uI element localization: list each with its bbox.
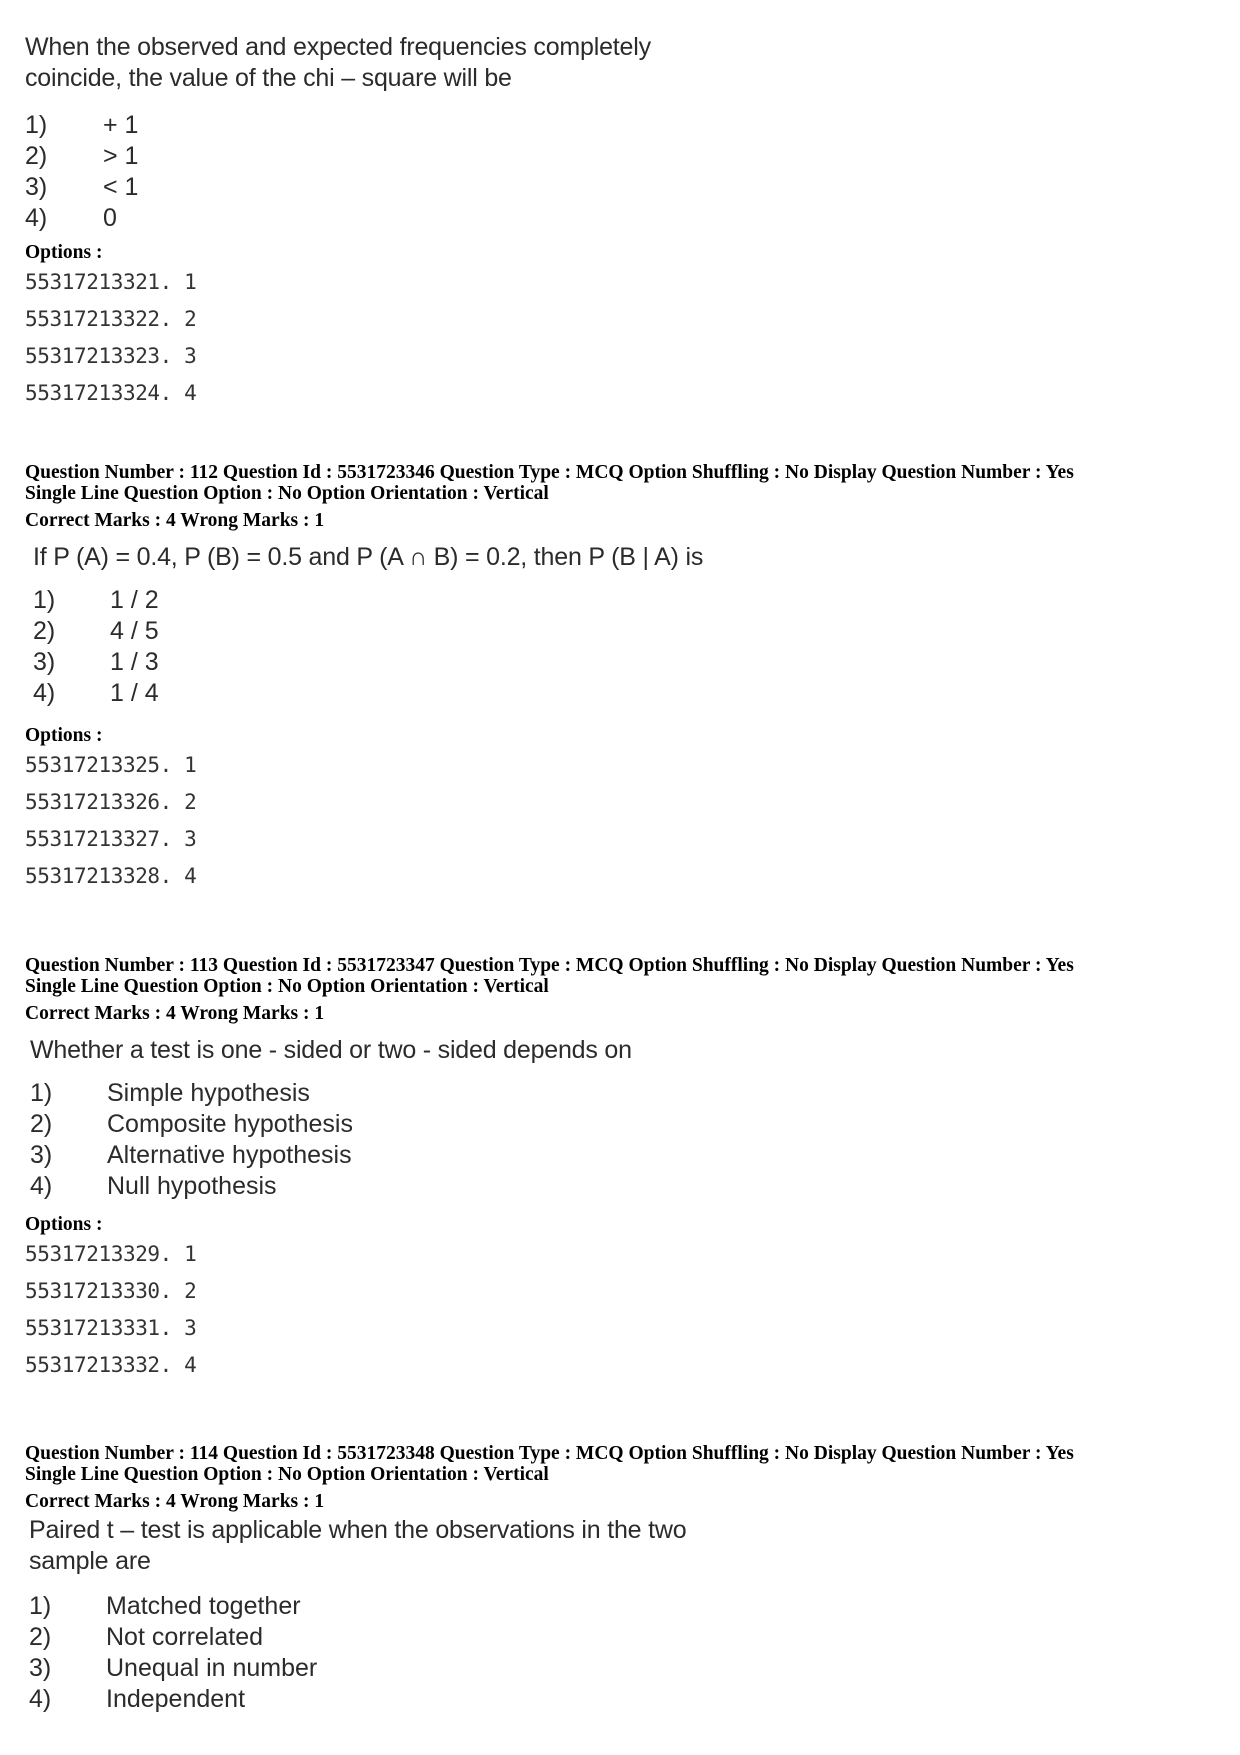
choice-number: 1) bbox=[29, 1592, 52, 1620]
question-text-line: sample are bbox=[29, 1547, 151, 1575]
option-id: 55317213329. 1 bbox=[25, 1242, 197, 1266]
question-meta-line: Single Line Question Option : No Option Orientation : Vertical bbox=[25, 483, 549, 504]
option-id-list bbox=[25, 747, 1225, 895]
choice-item bbox=[29, 1653, 1225, 1684]
choice-text: Alternative hypothesis bbox=[107, 1141, 352, 1169]
question-meta-line: Single Line Question Option : No Option Orientation : Vertical bbox=[25, 976, 549, 997]
choice-text: Null hypothesis bbox=[107, 1172, 277, 1200]
choice-text: > 1 bbox=[103, 142, 139, 170]
choice-list bbox=[25, 1078, 1225, 1202]
choice-text: Not correlated bbox=[106, 1623, 264, 1651]
question-meta bbox=[25, 462, 1225, 504]
choice-number: 2) bbox=[25, 142, 48, 170]
choice-item bbox=[25, 141, 1225, 172]
choice-text: Independent bbox=[106, 1685, 246, 1713]
choice-text: < 1 bbox=[103, 173, 139, 201]
choice-list bbox=[25, 585, 1225, 709]
options-label: Options : bbox=[25, 1214, 103, 1235]
choice-number: 4) bbox=[33, 679, 56, 707]
question-112 bbox=[25, 462, 1225, 895]
choice-item bbox=[30, 1109, 1225, 1140]
options-label: Options : bbox=[25, 242, 103, 263]
option-id: 55317213324. 4 bbox=[25, 381, 197, 405]
choice-text: 1 / 2 bbox=[110, 586, 159, 614]
choice-item bbox=[33, 616, 1225, 647]
option-id: 55317213330. 2 bbox=[25, 1279, 197, 1303]
question-text-line: Paired t – test is applicable when the observations in the two bbox=[29, 1516, 687, 1544]
choice-text: 0 bbox=[103, 204, 117, 232]
question-meta-line: Single Line Question Option : No Option Orientation : Vertical bbox=[25, 1464, 549, 1485]
options-label: Options : bbox=[25, 725, 103, 746]
question-meta-line: Question Number : 112 Question Id : 5531723346 Question Type : MCQ Option Shuffling : No Display Question Number : Yes bbox=[25, 462, 1074, 483]
question-meta bbox=[25, 955, 1225, 997]
choice-text: Unequal in number bbox=[106, 1654, 318, 1682]
question-marks: Correct Marks : 4 Wrong Marks : 1 bbox=[25, 1003, 325, 1024]
choice-item bbox=[33, 585, 1225, 616]
option-id: 55317213327. 3 bbox=[25, 827, 197, 851]
choice-item bbox=[33, 678, 1225, 709]
choice-item bbox=[25, 203, 1225, 234]
option-id: 55317213322. 2 bbox=[25, 307, 197, 331]
choice-text: 1 / 4 bbox=[110, 679, 159, 707]
choice-item bbox=[30, 1171, 1225, 1202]
choice-list bbox=[25, 1591, 1225, 1715]
choice-number: 3) bbox=[25, 173, 48, 201]
question-113 bbox=[25, 955, 1225, 1384]
choice-item bbox=[25, 172, 1225, 203]
choice-number: 1) bbox=[33, 586, 56, 614]
choice-item bbox=[30, 1140, 1225, 1171]
choice-item bbox=[30, 1078, 1225, 1109]
option-id-list bbox=[25, 1236, 1225, 1384]
question-111 bbox=[25, 32, 1225, 412]
choice-number: 2) bbox=[33, 617, 56, 645]
choice-number: 4) bbox=[29, 1685, 52, 1713]
question-meta-line: Question Number : 114 Question Id : 5531723348 Question Type : MCQ Option Shuffling : No Display Question Number : Yes bbox=[25, 1443, 1074, 1464]
option-id: 55317213331. 3 bbox=[25, 1316, 197, 1340]
choice-number: 1) bbox=[25, 111, 48, 139]
choice-number: 3) bbox=[30, 1141, 53, 1169]
question-114 bbox=[25, 1443, 1225, 1715]
choice-item bbox=[29, 1622, 1225, 1653]
question-meta-line: Question Number : 113 Question Id : 5531723347 Question Type : MCQ Option Shuffling : No Display Question Number : Yes bbox=[25, 955, 1074, 976]
choice-number: 2) bbox=[29, 1623, 52, 1651]
question-text: Whether a test is one - sided or two - sided depends on bbox=[30, 1036, 632, 1064]
option-id-list bbox=[25, 264, 1225, 412]
option-id: 55317213326. 2 bbox=[25, 790, 197, 814]
question-text: If P (A) = 0.4, P (B) = 0.5 and P (A ∩ B) = 0.2, then P (B | A) is bbox=[33, 543, 704, 571]
question-text: When the observed and expected frequencies completely coincide, the value of the chi – square will be bbox=[25, 33, 651, 92]
choice-number: 3) bbox=[29, 1654, 52, 1682]
choice-number: 1) bbox=[30, 1079, 53, 1107]
choice-text: Composite hypothesis bbox=[107, 1110, 353, 1138]
option-id: 55317213325. 1 bbox=[25, 753, 197, 777]
choice-text: 1 / 3 bbox=[110, 648, 159, 676]
choice-number: 2) bbox=[30, 1110, 53, 1138]
question-marks: Correct Marks : 4 Wrong Marks : 1 bbox=[25, 510, 325, 531]
choice-text: Simple hypothesis bbox=[107, 1079, 310, 1107]
choice-item bbox=[29, 1684, 1225, 1715]
choice-text: Matched together bbox=[106, 1592, 301, 1620]
option-id: 55317213321. 1 bbox=[25, 270, 197, 294]
question-marks: Correct Marks : 4 Wrong Marks : 1 bbox=[25, 1491, 325, 1512]
option-id: 55317213323. 3 bbox=[25, 344, 197, 368]
choice-text: + 1 bbox=[103, 111, 139, 139]
choice-item bbox=[29, 1591, 1225, 1622]
choice-number: 4) bbox=[25, 204, 48, 232]
choice-item bbox=[25, 110, 1225, 141]
option-id: 55317213332. 4 bbox=[25, 1353, 197, 1377]
choice-number: 4) bbox=[30, 1172, 53, 1200]
choice-item bbox=[33, 647, 1225, 678]
choice-number: 3) bbox=[33, 648, 56, 676]
question-text bbox=[25, 1515, 1225, 1577]
question-meta bbox=[25, 1443, 1225, 1485]
choice-list bbox=[25, 110, 1225, 234]
choice-text: 4 / 5 bbox=[110, 617, 159, 645]
option-id: 55317213328. 4 bbox=[25, 864, 197, 888]
